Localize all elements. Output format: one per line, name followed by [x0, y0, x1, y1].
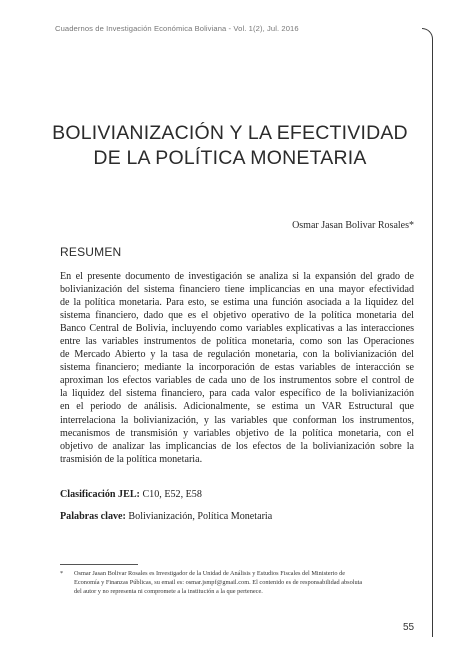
jel-label: Clasificación JEL: — [60, 489, 140, 500]
abstract-body — [60, 270, 414, 466]
page-number: 55 — [403, 622, 415, 633]
footnote-line: Economía y Finanzas Públicas, su email es: osmar.jsmpf@gmail.com. El contenido es de responsabilidad absoluta — [74, 579, 363, 586]
abstract-line: de la política monetaria. Para esto, se estima una función asociada a la liquidez del — [60, 297, 414, 309]
abstract-heading: RESUMEN — [60, 245, 122, 259]
author-name: Osmar Jasan Bolivar Rosales* — [292, 220, 414, 231]
abstract-line: entre las variables instrumentos de política monetaria, como son las Operaciones — [60, 336, 414, 348]
title-line-2: DE LA POLÍTICA MONETARIA — [93, 147, 367, 169]
footnote — [60, 569, 414, 596]
keywords — [60, 511, 272, 522]
jel-classification — [60, 489, 202, 500]
footnote-divider — [60, 564, 138, 565]
footnote-text — [74, 569, 414, 596]
abstract-line: sistema financiero; mediante la incorporación de estas variables de interacción se — [60, 362, 414, 374]
article-title — [40, 121, 420, 171]
running-header: Cuadernos de Investigación Económica Boliviana - Vol. 1(2), Jul. 2016 — [55, 24, 299, 33]
abstract-line: en el periodo de análisis. Adicionalmente, se estima un VAR Estructural que — [60, 401, 414, 413]
jel-codes: C10, E52, E58 — [139, 489, 202, 500]
title-line-1: BOLIVIANIZACIÓN Y LA EFECTIVIDAD — [52, 122, 408, 144]
footnote-marker: * — [60, 570, 64, 577]
page-border-rule — [422, 28, 433, 637]
abstract-line: la liquidez del sistema financiero, para cada valor específico de la bolivianización — [60, 388, 414, 400]
abstract-line: trasmisión de la política monetaria. — [60, 453, 203, 465]
footnote-line: del autor y no representa ni compromete a la institución a la que pertenece. — [74, 588, 263, 595]
abstract-line: de Mercado Abierto y la tasa de regulación monetaria, con la bolivianización del — [60, 349, 414, 361]
abstract-line: En el presente documento de investigación se analiza si la expansión del grado de — [60, 271, 414, 282]
abstract-line: sistema financiero, dado que es el objetivo operativo de la política monetaria del — [60, 310, 414, 322]
abstract-line: Banco Central de Bolivia, incluyendo como variables explicativas a las interacciones — [60, 323, 414, 335]
keywords-value: Bolivianización, Política Monetaria — [125, 511, 273, 522]
keywords-label: Palabras clave: — [60, 511, 126, 522]
abstract-line: aproximan los efectos variables de cada uno de los instrumentos sobre el control de — [60, 375, 414, 387]
abstract-line: mecanismos de transmisión y variables objetivo de la política monetaria, con el — [60, 427, 414, 439]
abstract-line: bolivianización del sistema financiero tiene implicancias en una mayor efectividad — [60, 284, 414, 296]
abstract-line: interrelaciona la bolivianización, y las variables que conforman los instrumentos, — [60, 414, 414, 426]
footnote-line: Osmar Jasan Bolivar Rosales es Investigador de la Unidad de Análisis y Estudios Fiscales del Ministerio de — [74, 570, 346, 577]
abstract-line: objetivo de analizar las implicancias de los efectos de la bolivianización sobre la — [60, 440, 414, 452]
